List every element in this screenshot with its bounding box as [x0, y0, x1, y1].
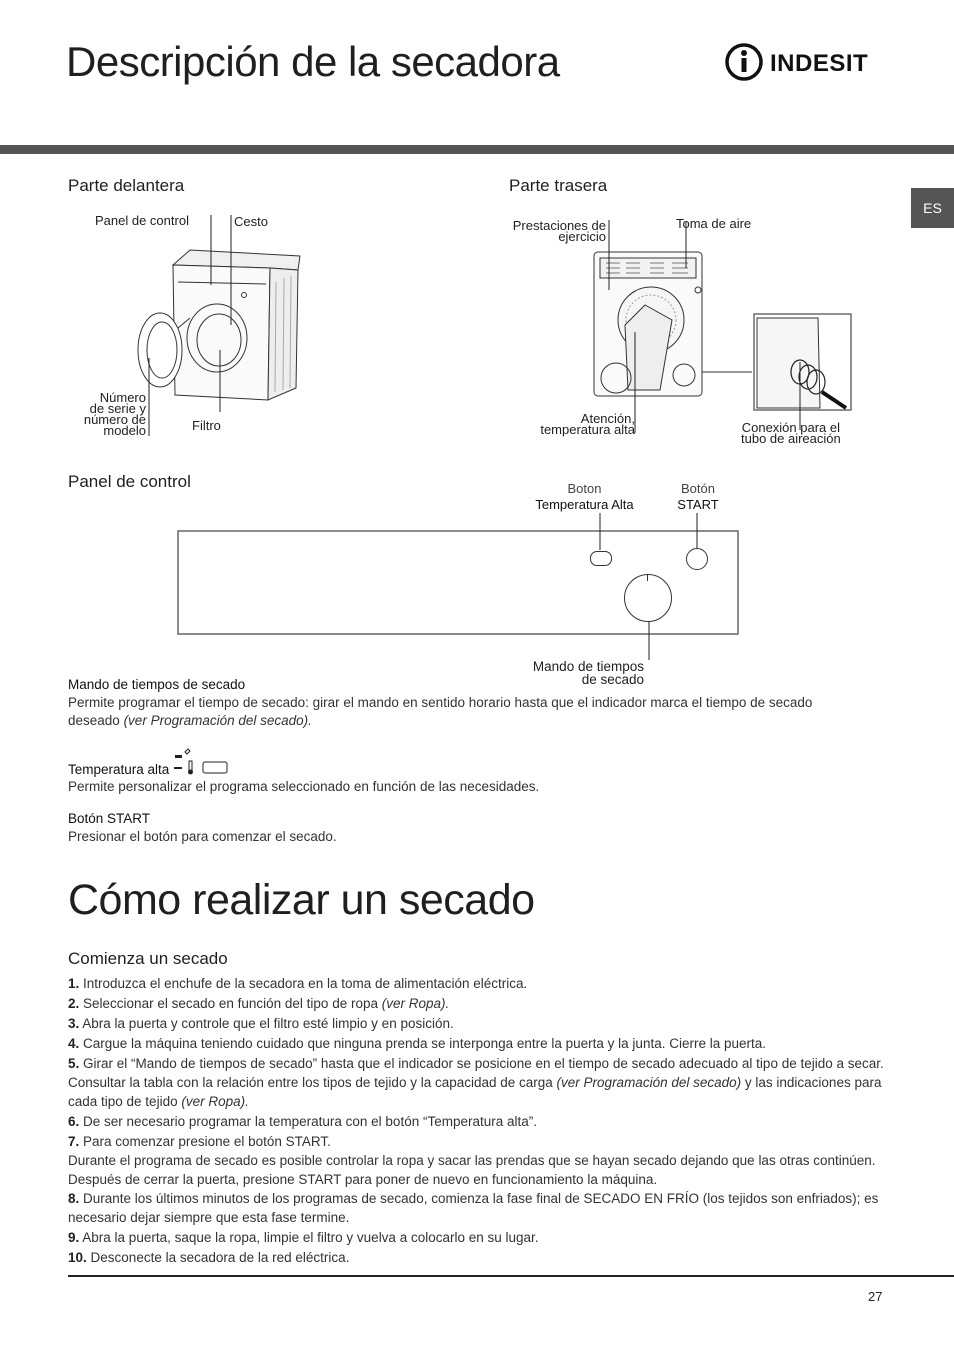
indesit-logo-icon	[724, 40, 889, 84]
list-item: 6. De ser necesario programar la temperatura con el botón “Temperatura alta”.	[68, 1114, 538, 1129]
language-tab-label: ES	[923, 200, 942, 216]
list-item: 5. Girar el “Mando de tiempos de secado” hasta que el indicador se posicione en el tiempo de secado adecuado al tipo de tejido a secar. Consultar la tabla con la relación entre los tipos de tejido y la capacidad de carga (ver Programación del secado) y las indicaciones para cada tipo de tejido (ver Ropa).	[68, 1056, 884, 1109]
brand-logo	[724, 40, 889, 84]
front-label-panel: Panel de control	[95, 213, 189, 228]
front-label-serial: Número de serie y número de modelo	[83, 390, 146, 438]
list-item: Durante el programa de secado es posible controlar la ropa y sacar las prendas que se hayan secado dejando que las otras continúen. Después de cerrar la puerta, presione START para poner de nuevo en funcionamiento la máquina.	[68, 1153, 876, 1187]
list-item: 3. Abra la puerta y controle que el filtro esté limpio y en posición.	[68, 1016, 454, 1031]
list-item: 7. Para comenzar presione el botón START.	[68, 1134, 331, 1149]
brand-name: INDESIT	[770, 50, 869, 77]
rear-heading: Parte trasera	[509, 176, 608, 195]
list-item: 10. Desconecte la secadora de la red eléctrica.	[68, 1250, 350, 1265]
description-timer	[68, 676, 858, 730]
page-number: 27	[868, 1289, 883, 1304]
page-title: Descripción de la secadora	[66, 38, 560, 85]
list-item: 1. Introduzca el enchufe de la secadora en la toma de alimentación eléctrica.	[68, 976, 528, 991]
timer-knob[interactable]	[624, 574, 672, 622]
thermometer-icon	[173, 750, 233, 778]
description-timer-title: Mando de tiempos de secado	[68, 677, 246, 692]
front-label-drum: Cesto	[234, 214, 268, 229]
header-bar	[0, 145, 954, 154]
description-high-temp-title: Temperatura alta	[68, 762, 170, 777]
list-item: 2. Seleccionar el secado en función del tipo de ropa (ver Ropa).	[68, 996, 450, 1011]
list-item: 4. Cargue la máquina teniendo cuidado que ninguna prenda se interponga entre la puerta y la junta. Cierre la puerta.	[68, 1036, 767, 1051]
front-heading: Parte delantera	[68, 176, 185, 195]
rear-label-air-intake: Toma de aire	[676, 216, 752, 231]
label-timer-knob: Mando de tiempos de secado	[532, 659, 644, 687]
front-label-filter: Filtro	[192, 418, 221, 433]
section-title: Cómo realizar un secado	[68, 876, 535, 924]
high-temp-button[interactable]	[590, 551, 612, 566]
section-subtitle: Comienza un secado	[68, 949, 228, 968]
control-panel-heading: Panel de control	[68, 472, 191, 491]
rear-label-warning: Atención, temperatura alta	[540, 411, 635, 437]
description-start-title: Botón START	[68, 811, 151, 826]
rear-label-vent: Conexión para el tubo de aireación	[741, 420, 841, 446]
label-high-temp-button: Boton Temperatura Alta	[535, 481, 634, 512]
language-tab	[911, 188, 954, 228]
footer-rule	[68, 1275, 954, 1277]
list-item: 9. Abra la puerta, saque la ropa, limpie el filtro y vuelva a colocarlo en su lugar.	[68, 1230, 539, 1245]
description-timer-text: Permite programar el tiempo de secado: girar el mando en sentido horario hasta que el indicador marca el tiempo de secado deseado (ver Programación del secado).	[68, 695, 813, 728]
description-high-temp-text: Permite personalizar el programa seleccionado en función de las necesidades.	[68, 779, 540, 794]
label-start-button: Botón START	[677, 481, 719, 512]
description-start	[68, 810, 858, 846]
rear-label-features: Prestaciones de ejercicio	[512, 218, 606, 244]
steps-list	[68, 974, 886, 1267]
start-button[interactable]	[686, 548, 708, 570]
description-start-text: Presionar el botón para comenzar el secado.	[68, 829, 337, 844]
timer-knob-indicator-icon	[647, 575, 648, 581]
description-high-temp	[68, 756, 858, 796]
list-item: 8. Durante los últimos minutos de los programas de secado, comienza la fase final de SECADO EN FRÍO (los tejidos son enfriados); es necesario dejar siempre que esta fase termine.	[68, 1191, 879, 1225]
